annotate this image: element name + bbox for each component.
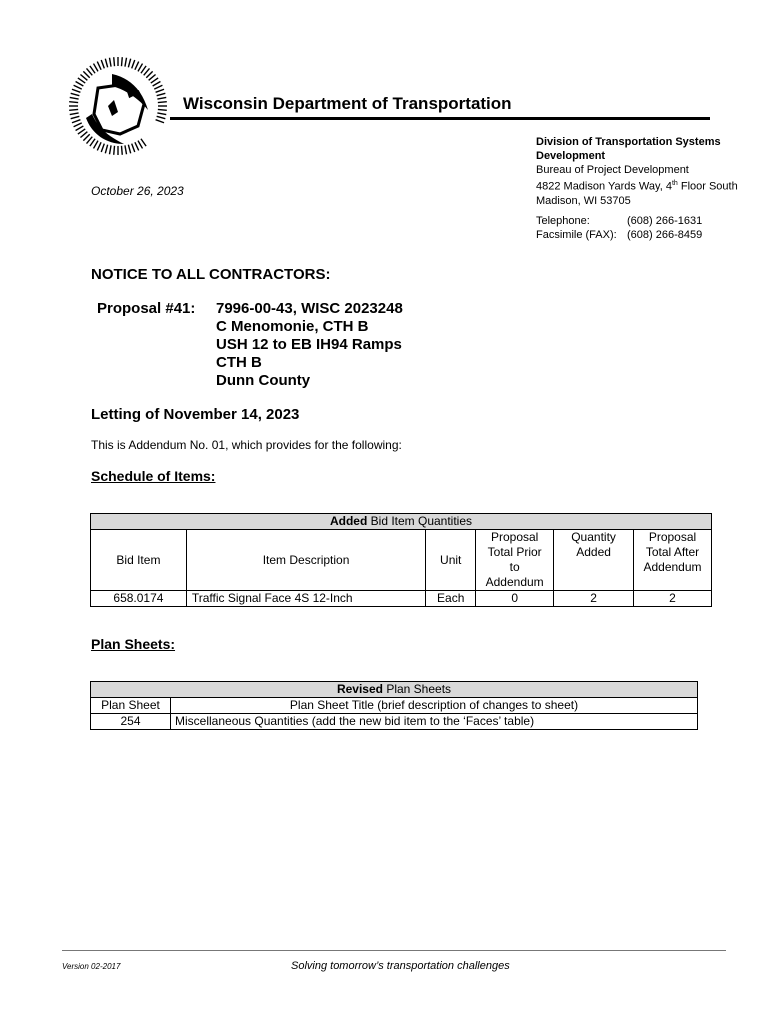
plan-sheets-heading: Plan Sheets: — [91, 636, 176, 652]
proposal-line: USH 12 to EB IH94 Ramps — [216, 336, 402, 353]
cell: 0 — [476, 591, 554, 607]
letter-date: October 26, 2023 — [91, 184, 184, 198]
division-line1: Division of Transportation Systems — [536, 136, 721, 148]
schedule-heading: Schedule of Items: — [91, 468, 216, 484]
proposal-details — [216, 300, 403, 390]
col-header: Proposal Total Prior to Addendum — [476, 530, 554, 591]
cell: 2 — [554, 591, 634, 607]
proposal-line: 7996-00-43, WISC 2023248 — [216, 300, 403, 317]
col-header: Quantity Added — [554, 530, 634, 591]
division-line2: Development — [536, 150, 606, 162]
cell: 254 — [91, 714, 171, 730]
cell: Each — [426, 591, 476, 607]
fax-label: Facsimile (FAX): — [536, 229, 617, 241]
proposal-line: CTH B — [216, 354, 262, 371]
version-text: Version 02-2017 — [62, 962, 121, 971]
proposal-line: C Menomonie, CTH B — [216, 318, 369, 335]
col-header: Item Description — [186, 530, 425, 591]
col-header: Bid Item — [91, 530, 187, 591]
cell: Traffic Signal Face 4S 12-Inch — [186, 591, 425, 607]
col-header: Plan Sheet — [91, 698, 171, 714]
cell: Miscellaneous Quantities (add the new bid item to the ‘Faces’ table) — [171, 714, 698, 730]
telephone: (608) 266-1631 — [627, 215, 703, 227]
col-header: Plan Sheet Title (brief description of changes to sheet) — [171, 698, 698, 714]
footer-rule — [62, 950, 726, 951]
col-header: Proposal Total After Addendum — [634, 530, 712, 591]
col-header: Unit — [426, 530, 476, 591]
table-caption: Revised Plan Sheets — [91, 682, 698, 698]
plan-sheets-table — [90, 681, 698, 730]
bureau: Bureau of Project Development — [536, 164, 689, 176]
telephone-label: Telephone: — [536, 215, 590, 227]
agency-name: Wisconsin Department of Transportation — [183, 94, 512, 113]
cell: 658.0174 — [91, 591, 187, 607]
proposal-line: Dunn County — [216, 372, 311, 389]
contact-numbers — [536, 214, 702, 242]
header-rule — [170, 117, 710, 120]
table-caption: Added Bid Item Quantities — [91, 514, 712, 530]
division-address — [536, 135, 766, 208]
proposal-label: Proposal #41: — [97, 300, 196, 317]
intro-text: This is Addendum No. 01, which provides for the following: — [91, 438, 402, 452]
city: Madison, WI 53705 — [536, 194, 631, 207]
bid-items-table — [90, 513, 712, 607]
table-row — [91, 714, 698, 730]
table-row — [91, 591, 712, 607]
street-address: 4822 Madison Yards Way, 4th Floor South — [536, 180, 738, 193]
wisdot-logo-icon — [68, 56, 168, 156]
slogan-text: Solving tomorrow’s transportation challenges — [291, 960, 510, 972]
notice-heading: NOTICE TO ALL CONTRACTORS: — [91, 266, 331, 283]
fax: (608) 266-8459 — [627, 229, 703, 241]
cell: 2 — [634, 591, 712, 607]
letting-date: Letting of November 14, 2023 — [91, 406, 300, 423]
